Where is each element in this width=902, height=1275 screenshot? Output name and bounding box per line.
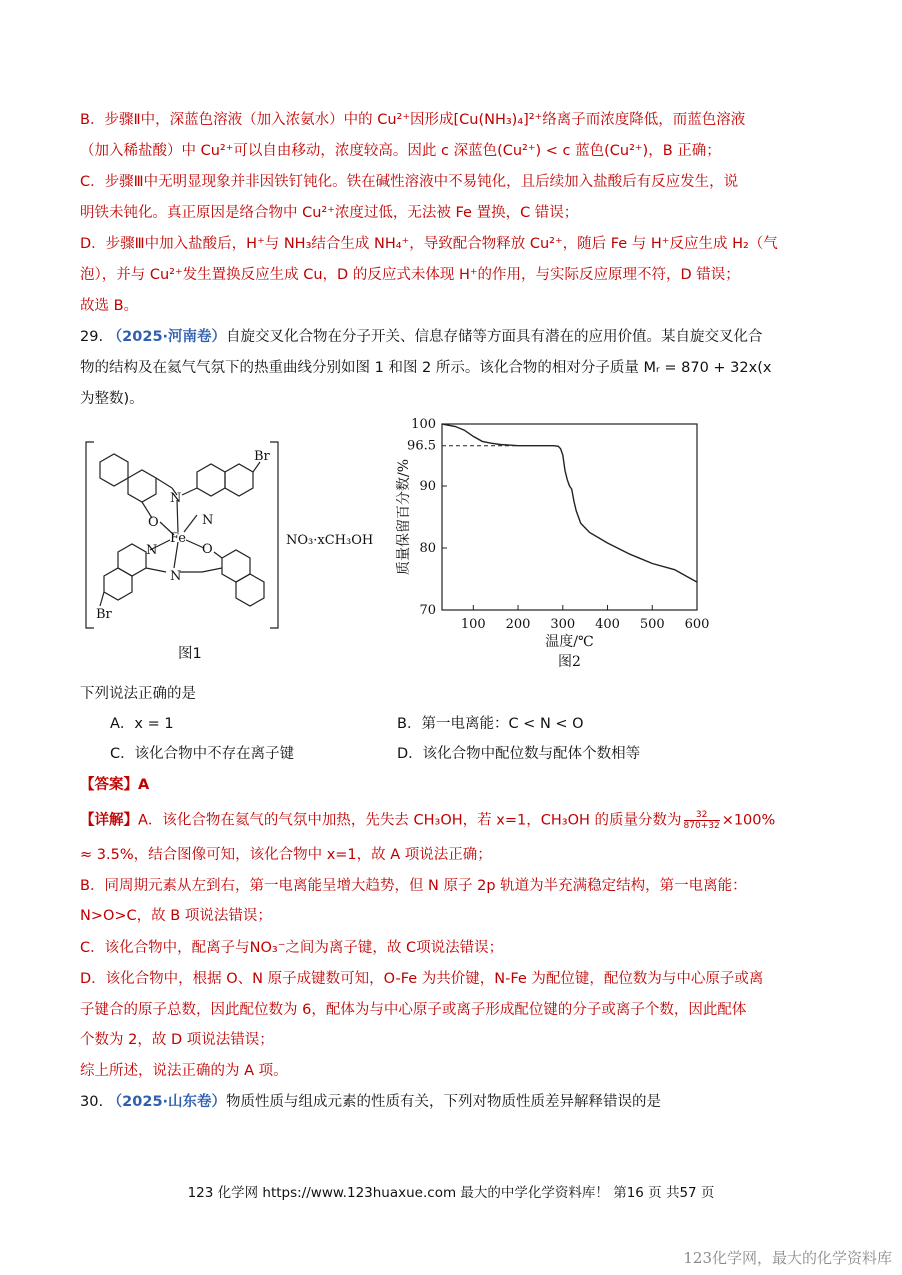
atom-n-quinoline-upper: N [202, 513, 214, 528]
q29-stem-line3: 为整数)。 [80, 391, 144, 407]
atom-fe: Fe [170, 531, 187, 546]
x-tick-label: 400 [595, 617, 620, 632]
x-axis-label: 温度/℃ [545, 634, 594, 650]
q29-stem-line2: 物的结构及在氦气气氛下的热重曲线分别如图 1 和图 2 所示。该化合物的相对分子质量 Mᵣ = 870 + 32x(x [80, 360, 772, 376]
analysis-summary: 综上所述，说法正确的为 A 项。 [80, 1063, 288, 1079]
atom-n-upper: N [170, 491, 182, 506]
analysis-d-line2: 子键合的原子总数，因此配位数为 6，配体为与中心原子或离子形成配位键的分子或离子个数，因此配体 [80, 1002, 747, 1018]
solution-c-line2: 明铁未钝化。真正原因是络合物中 Cu²⁺浓度过低，无法被 Fe 置换，C 错误； [80, 205, 579, 221]
q29-number: 29. [80, 329, 104, 345]
watermark: 123化学网，最大的化学资料库 [683, 1249, 892, 1267]
quinoline-ring-3 [118, 544, 146, 576]
atom-n-quinoline-lower: N [146, 543, 158, 558]
solution-b-line1: B．步骤Ⅱ中，深蓝色溶液（加入浓氨水）中的 Cu²⁺因形成[Cu(NH₃)₄]²⁺络离子而浓度降低，而蓝色溶液 [80, 112, 746, 128]
solution-d-line1: D．步骤Ⅲ中加入盐酸后，H⁺与 NH₃结合生成 NH₄⁺，导致配合物释放 Cu²⁺，随后 Fe 与 H⁺反应生成 H₂（气 [80, 236, 778, 252]
figure2-chart [392, 412, 722, 672]
annotation-96-5: 96.5 [407, 438, 436, 454]
solution-b-line2: （加入稀盐酸）中 Cu²⁺可以自由移动，浓度较高。因此 c 深蓝色(Cu²⁺) < c 蓝色(Cu²⁺)，B 正确； [80, 143, 721, 159]
naphthalene-ring-3 [222, 550, 250, 582]
page-footer: 123 化学网 https://www.123huaxue.com 最大的中学化学资料库！ 第16 页 共57 页 [187, 1185, 715, 1201]
atom-br-lower: Br [96, 607, 112, 622]
analysis-d-line3: 个数为 2，故 D 项说法错误； [80, 1032, 274, 1048]
y-tick-label: 90 [419, 479, 436, 494]
q30-stem [80, 1092, 661, 1112]
x-tick-label: 300 [550, 617, 576, 632]
option-b: B．第一电离能：C < N < O [397, 716, 584, 732]
q30-number: 30. [80, 1094, 104, 1110]
quinoline-ring-1 [197, 464, 225, 496]
q29-stem-line1 [80, 327, 763, 347]
fraction-denominator: 870+32 [683, 821, 720, 831]
analysis-a1-pre: A．该化合物在氦气的气氛中加热，先失去 CH₃OH，若 x=1，CH₃OH 的质量分数为 [138, 812, 682, 829]
atom-br-upper: Br [254, 449, 270, 464]
analysis-a-line1 [80, 810, 775, 831]
q29-source: （2025·河南卷） [107, 329, 227, 345]
analysis-a-line2: ≈ 3.5%，结合图像可知，该化合物中 x=1，故 A 项说法正确； [80, 847, 492, 863]
figure1-structure [82, 440, 392, 630]
figure2-caption: 图2 [558, 654, 581, 670]
y-tick-label: 80 [419, 541, 436, 556]
y-tick-label: 100 [411, 417, 436, 432]
figure1-svg [82, 440, 392, 630]
analysis-a1-post: ×100% [721, 812, 776, 829]
analysis-b-line2: N>O>C，故 B 项说法错误； [80, 908, 272, 924]
tg-curve [442, 424, 697, 582]
plot-frame [442, 424, 697, 610]
answer-label: 【答案】A [80, 777, 150, 793]
analysis-label: 【详解】 [80, 812, 138, 829]
atom-o-lower: O [202, 542, 213, 557]
figure2-svg [392, 412, 722, 672]
fraction-numerator: 32 [684, 810, 720, 821]
left-bracket [86, 442, 94, 628]
solution-d-line2: 泡），并与 Cu²⁺发生置换反应生成 Cu，D 的反应式未体现 H⁺的作用，与实际反应原理不符，D 错误； [80, 267, 740, 283]
q30-text: 物质性质与组成元素的性质有关，下列对物质性质差异解释错误的是 [226, 1094, 662, 1110]
x-tick-label: 100 [460, 617, 486, 632]
naphthalene-ring-2 [128, 470, 156, 502]
naphthalene-ring-4 [236, 574, 264, 606]
q30-source: （2025·山东卷） [107, 1094, 227, 1110]
x-tick-label: 500 [639, 617, 665, 632]
q29-stem1: 自旋交叉化合物在分子开关、信息存储等方面具有潜在的应用价值。某自旋交叉化合 [226, 329, 763, 345]
analysis-d-line1: D．该化合物中，根据 O、N 原子成键数可知，O-Fe 为共价键，N-Fe 为配位键，配位数为与中心原子或离 [80, 971, 764, 987]
x-tick-label: 200 [505, 617, 531, 632]
x-tick-label: 600 [684, 617, 710, 632]
quinoline-ring-2 [225, 464, 253, 496]
analysis-c-line1: C．该化合物中，配离子与NO₃⁻之间为离子键，故 C项说法错误； [80, 940, 504, 956]
option-c: C．该化合物中不存在离子键 [110, 746, 295, 762]
solution-conclusion: 故选 B。 [80, 298, 139, 314]
atom-n-lower: N [170, 569, 182, 584]
option-d: D．该化合物中配位数与配体个数相等 [397, 746, 641, 762]
solution-c-line1: C．步骤Ⅲ中无明显现象并非因铁钉钝化。铁在碱性溶液中不易钝化，且后续加入盐酸后有反应发生，说 [80, 174, 739, 190]
atom-o-upper: O [148, 515, 159, 530]
mass-fraction [684, 810, 720, 831]
figure1-caption: 图1 [178, 646, 202, 662]
right-bracket [270, 442, 278, 628]
option-a: A．x = 1 [110, 716, 174, 732]
quinoline-ring-4 [104, 568, 132, 600]
y-tick-label: 70 [419, 603, 436, 618]
q29-prompt: 下列说法正确的是 [80, 686, 196, 702]
naphthalene-ring-1 [100, 454, 128, 486]
y-axis-label: 质量保留百分数/% [396, 458, 412, 576]
formula-suffix: NO₃·xCH₃OH [286, 533, 374, 548]
analysis-b-line1: B．同周期元素从左到右，第一电离能呈增大趋势，但 N 原子 2p 轨道为半充满稳定结构，第一电离能： [80, 878, 747, 894]
